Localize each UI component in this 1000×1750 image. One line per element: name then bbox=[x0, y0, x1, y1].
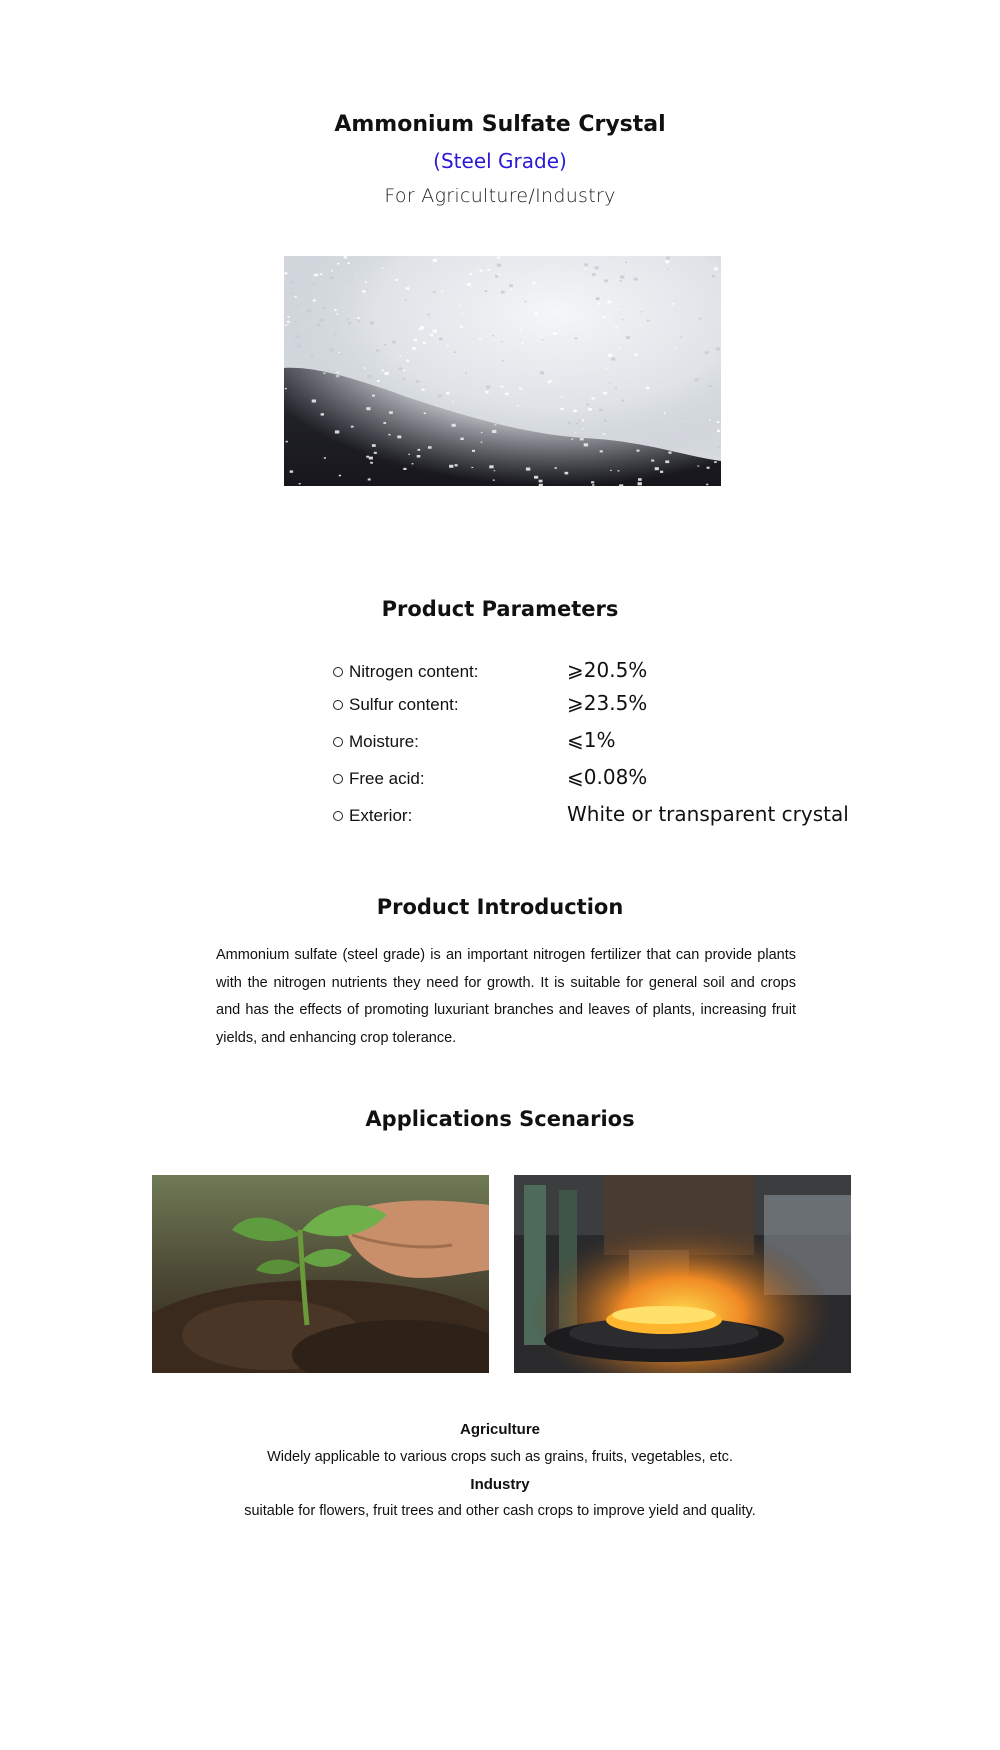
parameter-value: ⩾20.5% bbox=[567, 658, 648, 682]
parameter-label: Moisture: bbox=[349, 732, 419, 751]
application-title: Industry bbox=[470, 1476, 530, 1493]
parameter-row bbox=[333, 728, 893, 758]
parameter-value: ⩽1% bbox=[567, 728, 616, 752]
introduction-text: Ammonium sulfate (steel grade) is an important nitrogen fertilizer that can provide plants with the nitrogen nutrients they need for growth. It is suitable for general soil and crops and has the effects of promoting luxuriant branches and leaves of plants, increasing fruit yields, and enhancing crop tolerance. bbox=[216, 947, 796, 1046]
grade-subtitle: (Steel Grade) bbox=[433, 149, 567, 173]
industry-steel-furnace-image bbox=[514, 1175, 851, 1373]
product-crystal-image bbox=[284, 256, 721, 486]
parameter-value: White or transparent crystal bbox=[567, 802, 849, 826]
application-title: Agriculture bbox=[459, 1421, 540, 1438]
page-title: Ammonium Sulfate Crystal bbox=[334, 112, 666, 137]
parameter-row bbox=[333, 691, 893, 721]
parameter-row bbox=[333, 765, 893, 795]
circle-bullet-icon bbox=[333, 737, 343, 747]
application-description: Widely applicable to various crops such as grains, fruits, vegetables, etc. bbox=[267, 1449, 733, 1465]
parameters-heading: Product Parameters bbox=[381, 597, 619, 621]
applications-heading: Applications Scenarios bbox=[365, 1107, 635, 1131]
parameter-label: Nitrogen content: bbox=[349, 662, 479, 681]
parameter-row bbox=[333, 658, 893, 688]
parameter-label: Sulfur content: bbox=[349, 695, 459, 714]
usage-tagline: For Agriculture/Industry bbox=[384, 185, 616, 207]
parameter-row bbox=[333, 802, 893, 832]
circle-bullet-icon bbox=[333, 667, 343, 677]
circle-bullet-icon bbox=[333, 700, 343, 710]
introduction-heading: Product Introduction bbox=[376, 895, 624, 919]
agriculture-seedling-image bbox=[152, 1175, 489, 1373]
parameter-label: Free acid: bbox=[349, 769, 425, 788]
circle-bullet-icon bbox=[333, 811, 343, 821]
application-description: suitable for flowers, fruit trees and other cash crops to improve yield and quality. bbox=[244, 1503, 756, 1519]
circle-bullet-icon bbox=[333, 774, 343, 784]
parameter-value: ⩽0.08% bbox=[567, 765, 648, 789]
parameter-value: ⩾23.5% bbox=[567, 691, 648, 715]
parameter-label: Exterior: bbox=[349, 806, 413, 825]
